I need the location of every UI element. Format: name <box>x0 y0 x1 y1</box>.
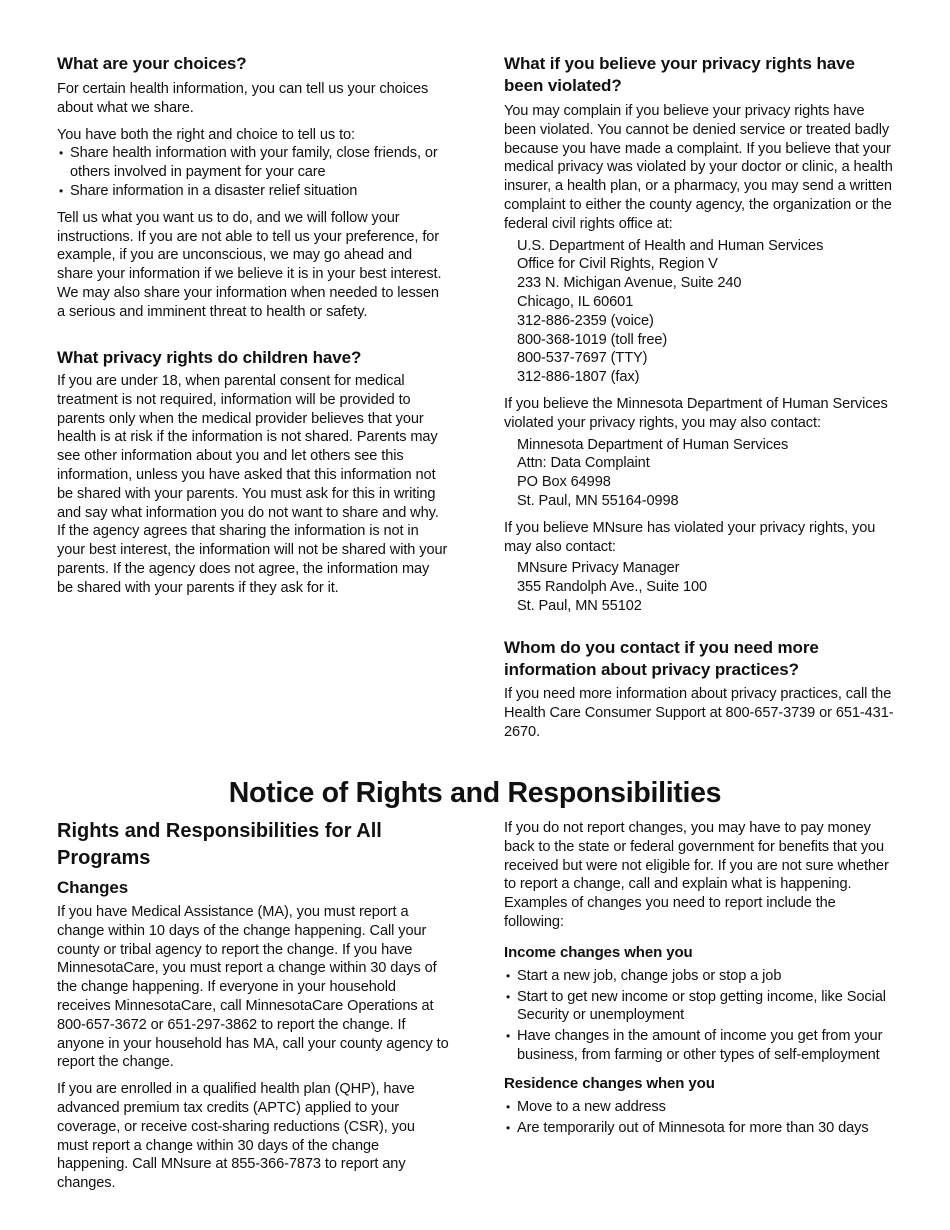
changes-paragraph-2: If you are enrolled in a qualified health plan (QHP), have advanced premium tax credits (APTC) applied to your coverage, or receive cost-sharing reductions (CSR), you must report a change within 30 days of the change happening. Call MNsure at 855-366-7873 to report any changes. <box>57 1081 415 1192</box>
children-heading: What privacy rights do children have? <box>57 348 362 367</box>
list-item: • Start a new job, change jobs or stop a job <box>504 967 896 986</box>
address-line: Minnesota Department of Human Services <box>517 436 789 453</box>
changes-heading: Changes <box>57 878 129 897</box>
address-line: 312-886-1807 (fax) <box>517 369 640 386</box>
choices-lead: You have both the right and choice to tell us to: <box>57 126 355 143</box>
address-line: 312-886-2359 (voice) <box>517 312 654 329</box>
section-title: Rights and Responsibilities for All Programs <box>57 820 382 869</box>
address-line: Attn: Data Complaint <box>517 455 650 472</box>
notice-title: Notice of Rights and Responsibilities <box>228 777 722 809</box>
choices-intro: For certain health information, you can tell us your choices about what we share. <box>57 81 429 116</box>
children-body: If you are under 18, when parental consent for medical treatment is not required, information will be provided to parents only when the medical provider believes that your health is at risk if the information is not shared. Parents may see other information about you and let others see this information, unless you have asked that this information not be shared with your parents. You must ask for this in writing and say what information you do not want to share and why. If the agency agrees that sharing the information is not in your best interest, the information will not be shared with your parents. If the agency does not agree, the information may be shared with your parents if they ask for it. <box>57 373 448 596</box>
list-item: • Share information in a disaster relief situation <box>57 182 449 201</box>
mnsure-intro: If you believe MNsure has violated your privacy rights, you may also contact: <box>504 519 876 555</box>
list-item: • Share health information with your family, close friends, or others involved in payment for your care <box>57 144 449 182</box>
dhs-address <box>504 436 896 511</box>
income-list <box>504 967 896 1065</box>
residence-heading: Residence changes when you <box>504 1074 715 1092</box>
hhs-address <box>504 237 896 387</box>
list-item: • Have changes in the amount of income you get from your business, from farming or other types of self-employment <box>504 1027 896 1065</box>
contact-heading: Whom do you contact if you need more information about privacy practices? <box>504 638 819 679</box>
changes-paragraph-1: If you have Medical Assistance (MA), you must report a change within 10 days of the change happening. Call your county or tribal agency to report the change. If you have MinnesotaCare, you must report a change within 30 days of the change happening. If everyone in your household receives MinnesotaCare, call MinnesotaCare Operations at 800-657-3672 or 651-297-3862 to report the change. If anyone in your household has MA, call your county agency to report the change. <box>57 904 449 1071</box>
children-section <box>57 347 449 598</box>
residence-list <box>504 1098 896 1138</box>
choices-closing: Tell us what you want us to do, and we will follow your instructions. If you are not able to tell us your preference, for example, if you are unconscious, we may go ahead and share your information if we believe it is in your best interest. We may also share your information when needed to lessen a serious and imminent threat to health or safety. <box>57 209 442 320</box>
address-line: MNsure Privacy Manager <box>517 560 680 577</box>
address-line: 233 N. Michigan Avenue, Suite 240 <box>517 275 742 292</box>
dhs-intro: If you believe the Minnesota Department of Human Services violated your privacy rights, you may also contact: <box>504 395 888 431</box>
choices-section <box>57 53 449 322</box>
address-line: St. Paul, MN 55102 <box>517 597 642 614</box>
address-line: Chicago, IL 60601 <box>517 293 634 310</box>
rights-section <box>57 818 449 1193</box>
address-line: St. Paul, MN 55164-0998 <box>517 492 679 509</box>
report-section <box>504 819 896 1137</box>
report-paragraph: If you do not report changes, you may have to pay money back to the state or federal government for benefits that you received but were not eligible for. If you are not sure whether to report a change, call and explain what is happening. Examples of changes you need to report include the following: <box>504 820 889 930</box>
income-heading: Income changes when you <box>504 943 693 961</box>
address-line: Office for Civil Rights, Region V <box>517 256 718 273</box>
address-line: 800-368-1019 (toll free) <box>517 331 668 348</box>
list-item: • Start to get new income or stop getting income, like Social Security or unemployment <box>504 988 896 1026</box>
mnsure-address <box>504 559 896 615</box>
violated-heading: What if you believe your privacy rights have been violated? <box>504 54 855 95</box>
contact-body: If you need more information about privacy practices, call the Health Care Consumer Support at 800-657-3739 or 651-431-2670. <box>504 686 894 740</box>
contact-section <box>504 637 896 741</box>
list-item: • Move to a new address <box>504 1098 896 1117</box>
address-line: U.S. Department of Health and Human Services <box>517 237 824 254</box>
address-line: 355 Randolph Ave., Suite 100 <box>517 579 708 596</box>
violated-body: You may complain if you believe your privacy rights have been violated. You cannot be denied service or treated badly because you have made a complaint. If you believe that your medical privacy was violated by your doctor or clinic, a health insurer, a health plan, or a pharmacy, you may send a written complaint to either the county agency, the organization or the federal civil rights office at: <box>504 103 893 232</box>
list-item: • Are temporarily out of Minnesota for more than 30 days <box>504 1119 896 1138</box>
violated-section <box>504 53 896 616</box>
choices-heading: What are your choices? <box>57 54 247 73</box>
address-line: 800-537-7697 (TTY) <box>517 350 648 367</box>
address-line: PO Box 64998 <box>517 474 611 491</box>
choices-list <box>57 144 449 200</box>
